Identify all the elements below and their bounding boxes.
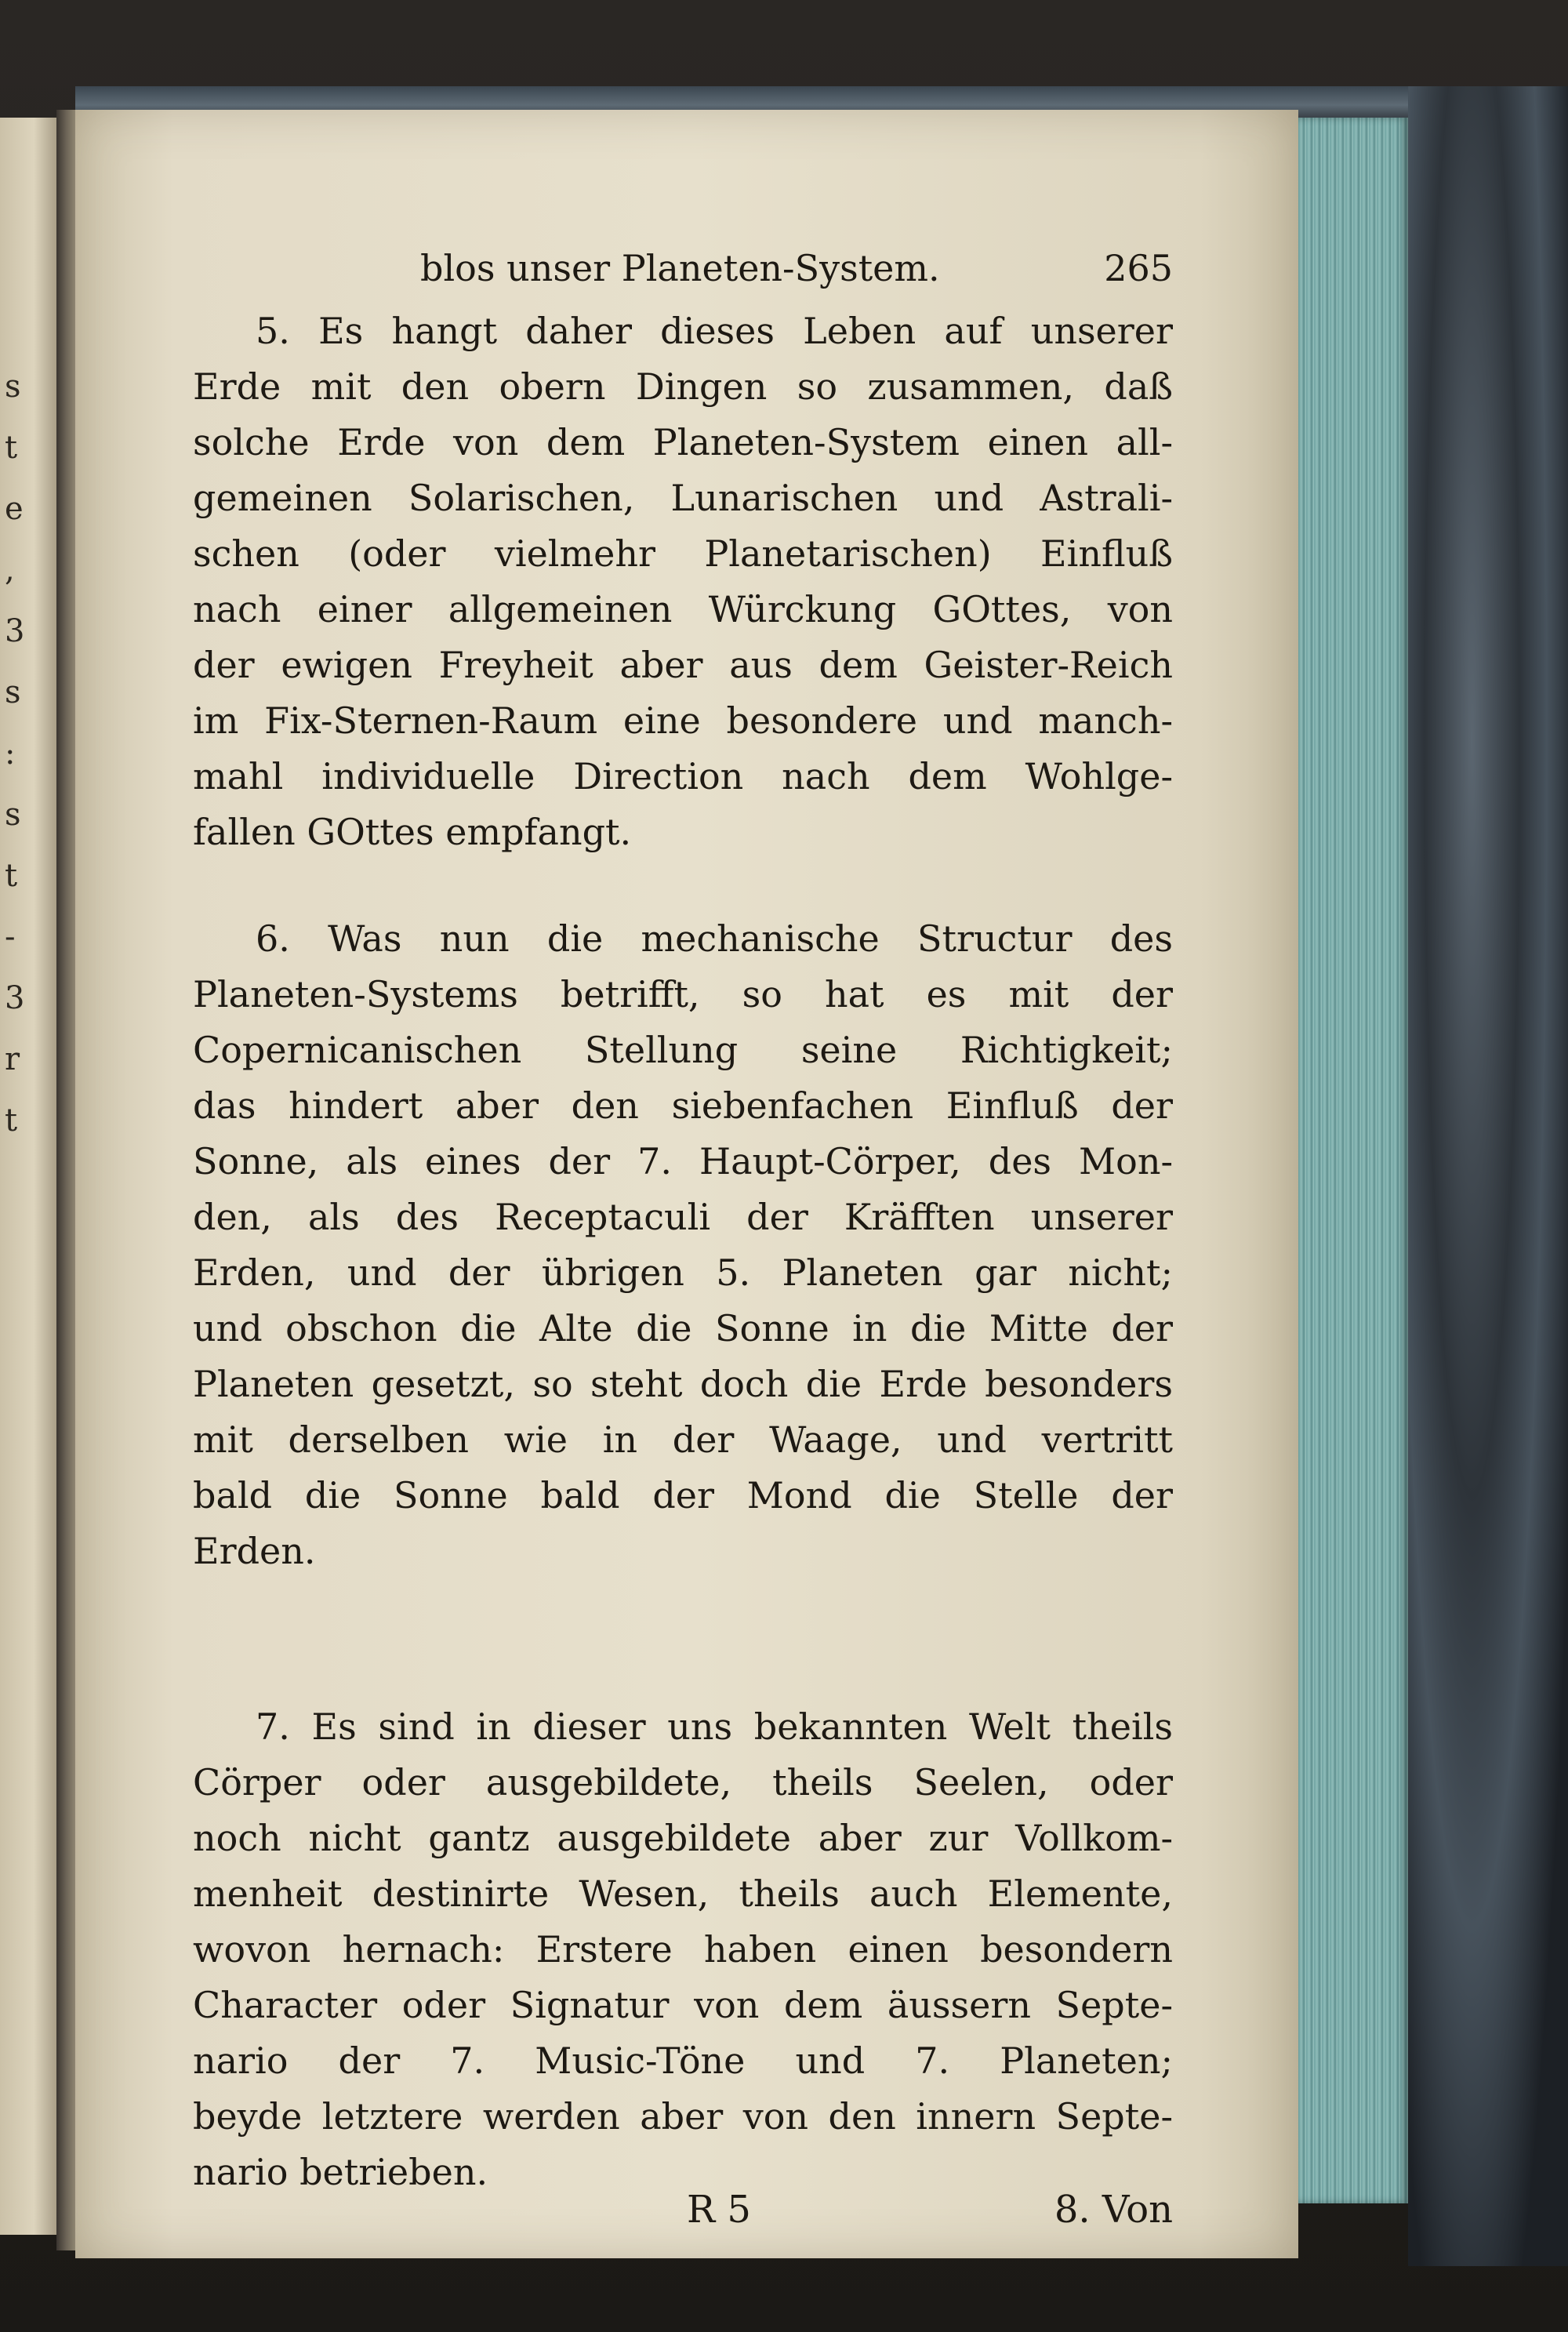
text-line: Erden, und der übrigen 5. Planeten gar nicht; [193, 1251, 1173, 1294]
page-header [193, 247, 1173, 294]
facing-page-fragment: s [5, 369, 21, 405]
text-line: das hindert aber den siebenfachen Einfluß der [193, 1084, 1173, 1127]
facing-page-fragment: - [5, 919, 16, 955]
text-line: 7. Es sind in dieser uns bekannten Welt theils [256, 1705, 1173, 1748]
text-line: wovon hernach: Erstere haben einen besondern [193, 1928, 1173, 1971]
page-footer [193, 2188, 1173, 2238]
facing-page-fragment: t [5, 858, 18, 894]
facing-page-fragment: , [5, 552, 15, 588]
text-line: nario betrieben. [193, 2151, 488, 2193]
facing-page-edge [0, 118, 56, 2235]
text-line: Planeten-Systems betrifft, so hat es mit der [193, 973, 1173, 1015]
page-number: 265 [1104, 247, 1173, 289]
text-line: solche Erde von dem Planeten-System einen all- [193, 421, 1173, 463]
running-title: blos unser Planeten-System. [420, 247, 940, 289]
text-line: und obschon die Alte die Sonne in die Mitte der [193, 1307, 1173, 1349]
catchword: 8. Von [1054, 2188, 1173, 2232]
gutter [56, 110, 75, 2250]
text-line: Cörper oder ausgebildete, theils Seelen, oder [193, 1761, 1173, 1803]
signature-mark: R 5 [687, 2188, 751, 2232]
facing-page-fragment: t [5, 1102, 18, 1139]
text-line: mahl individuelle Direction nach dem Wohlge- [193, 755, 1173, 797]
text-line: mit derselben wie in der Waage, und vertritt [193, 1418, 1173, 1461]
text-line: im Fix-Sternen-Raum eine besondere und manch- [193, 699, 1173, 742]
text-line: nario der 7. Music-Töne und 7. Planeten; [193, 2040, 1173, 2082]
text-line: fallen GOttes empfangt. [193, 811, 632, 853]
text-line: gemeinen Solarischen, Lunarischen und Astrali- [193, 477, 1173, 519]
text-line: Erden. [193, 1530, 316, 1572]
facing-page-fragment: s [5, 674, 21, 710]
text-line: menheit destinirte Wesen, theils auch Elemente, [193, 1873, 1173, 1915]
facing-page-fragment: 3 [5, 980, 25, 1016]
text-line: bald die Sonne bald der Mond die Stelle der [193, 1474, 1173, 1517]
text-line: Sonne, als eines der 7. Haupt-Cörper, des Mon- [193, 1140, 1173, 1182]
facing-page-fragment: e [5, 491, 24, 527]
facing-page-fragment: 3 [5, 613, 25, 649]
text-line: 5. Es hangt daher dieses Leben auf unserer [256, 310, 1173, 352]
text-line: 6. Was nun die mechanische Structur des [256, 917, 1173, 960]
text-line: Planeten gesetzt, so steht doch die Erde besonders [193, 1363, 1173, 1405]
facing-page-fragment: : [5, 736, 16, 772]
text-line: noch nicht gantz ausgebildete aber zur Vollkom- [193, 1817, 1173, 1859]
text-line: den, als des Receptaculi der Kräfften unserer [193, 1196, 1173, 1238]
text-line: beyde letztere werden aber von den innern Septe- [193, 2095, 1173, 2138]
text-line: Erde mit den obern Dingen so zusammen, daß [193, 365, 1173, 408]
marbled-cover [1408, 86, 1568, 2266]
facing-page-fragment: r [5, 1041, 20, 1077]
text-line: der ewigen Freyheit aber aus dem Geister-Reich [193, 644, 1173, 686]
page-edges [1298, 118, 1408, 2203]
text-line: nach einer allgemeinen Würckung GOttes, von [193, 588, 1173, 630]
facing-page-fragment: s [5, 797, 21, 833]
text-line: Copernicanischen Stellung seine Richtigkeit; [193, 1029, 1173, 1071]
facing-page-fragment: t [5, 430, 18, 466]
book-page [75, 110, 1298, 2258]
text-line: Character oder Signatur von dem äussern Septe- [193, 1984, 1173, 2026]
text-line: schen (oder vielmehr Planetarischen) Einfluß [193, 532, 1173, 575]
